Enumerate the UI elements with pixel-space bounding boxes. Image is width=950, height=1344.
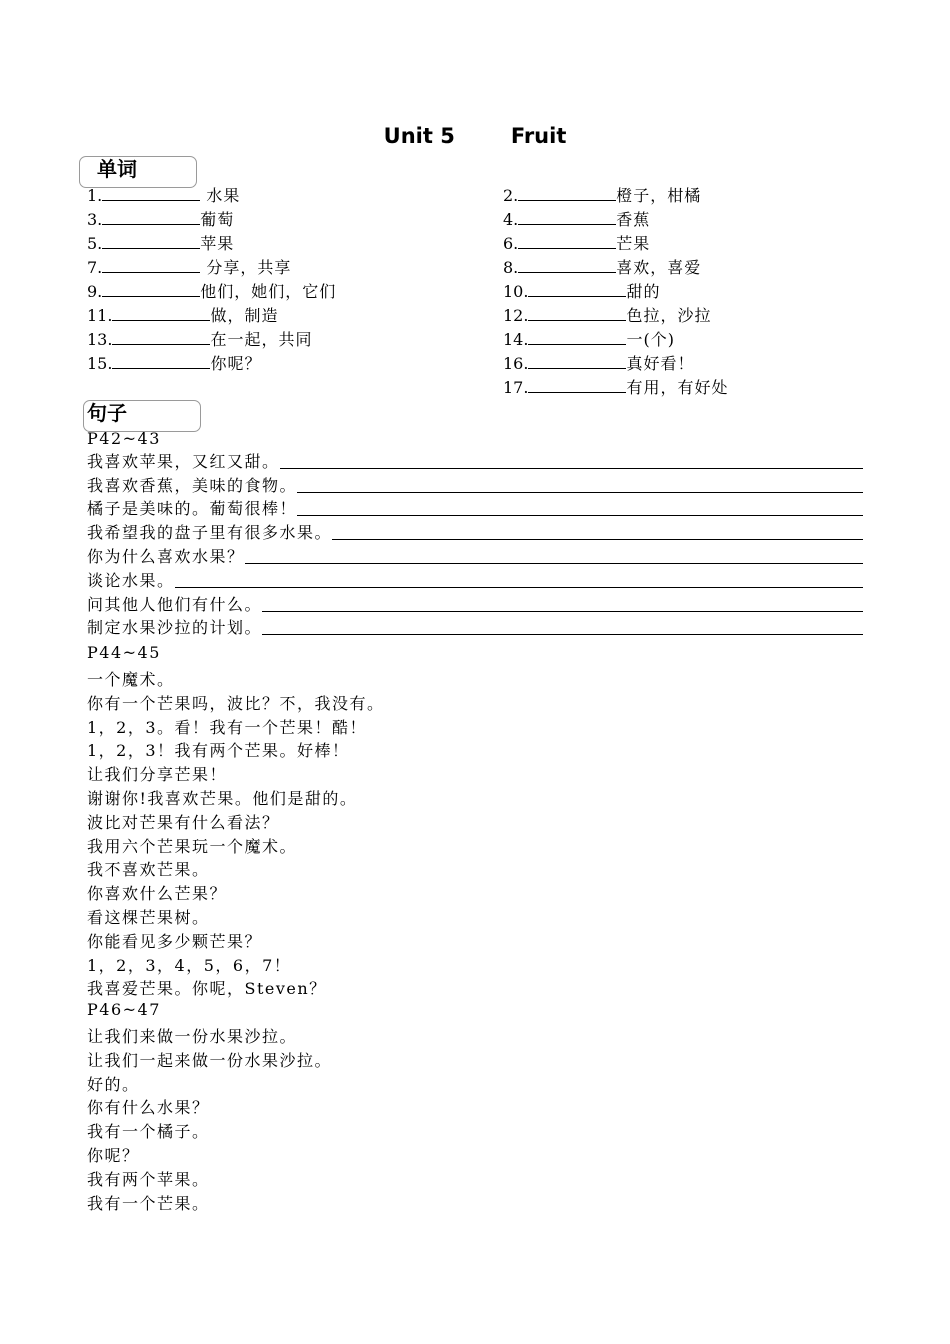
vocab-meaning: 真好看！ [626,354,695,373]
sentence [87,1072,140,1095]
unit-label: Unit 5 [383,124,455,148]
sentence [87,786,357,809]
vocab-meaning: 分享，共享 [200,258,292,277]
vocab-number: 8. [503,258,519,277]
sentence-with-blank [87,545,863,567]
translation-blank[interactable] [280,467,863,469]
answer-blank[interactable] [518,258,616,273]
vocab-meaning: 甜的 [626,282,661,301]
sentence-text: 我用六个芒果玩一个魔术。 [87,836,298,856]
sentence [87,834,297,857]
sentence [87,667,175,690]
page-range [87,429,161,448]
answer-blank[interactable] [112,354,210,369]
vocab-meaning: 芒果 [616,234,651,253]
translation-blank[interactable] [297,491,863,493]
sentence [87,691,385,714]
sentence-text: 让我们一起来做一份水果沙拉。 [87,1050,333,1070]
vocab-meaning: 做，制造 [210,306,279,325]
sentence [87,762,227,785]
sentence [87,1048,332,1071]
vocab-item [503,327,675,350]
page-range [87,643,161,662]
sentence-text: 你喜欢什么芒果？ [87,884,228,904]
vocab-meaning: 苹果 [200,234,235,253]
sentence [87,1143,140,1166]
translation-blank[interactable] [332,538,863,540]
vocab-meaning: 水果 [200,186,241,205]
answer-blank[interactable] [528,330,626,345]
sentence [87,929,262,952]
translation-blank[interactable] [297,514,863,516]
sentence-with-blank-text: 我喜欢苹果，又红又甜。 [87,451,280,471]
answer-blank[interactable] [102,210,200,225]
answer-blank[interactable] [112,306,210,321]
sentence-text: 我有一个芒果。 [87,1193,210,1213]
sentence [87,881,227,904]
vocab-meaning: 葡萄 [200,210,235,229]
sentence-text: 让我们分享芒果！ [87,765,228,785]
sentence-with-blank [87,497,863,519]
vocab-number: 13. [87,330,113,349]
sentence-heading-box [83,400,201,432]
sentence-text: 我喜爱芒果。你呢，Steven？ [87,979,327,999]
answer-blank[interactable] [102,282,200,297]
vocab-meaning: 橙子，柑橘 [616,186,702,205]
answer-blank[interactable] [518,210,616,225]
vocab-item [87,351,261,374]
sentence-with-blank-text: 问其他人他们有什么。 [87,594,263,614]
sentence-text: 一个魔术。 [87,670,175,689]
sentence-text: 我有两个苹果。 [87,1169,210,1189]
sentence-text: 你有什么水果？ [87,1098,210,1118]
vocab-meaning: 香蕉 [616,210,651,229]
sentence [87,905,210,928]
vocab-item [87,255,291,278]
vocab-number: 6. [503,234,519,253]
vocab-item [503,303,711,326]
sentence [87,1191,210,1214]
vocab-number: 17. [503,378,529,397]
vocab-item [503,279,660,302]
sentence [87,738,350,761]
sentence-text: 谢谢你!我喜欢芒果。他们是甜的。 [87,789,358,808]
vocab-number: 5. [87,234,103,253]
answer-blank[interactable] [528,282,626,297]
sentence-with-blank-text: 我希望我的盘子里有很多水果。 [87,523,333,543]
vocab-number: 9. [87,282,103,301]
answer-blank[interactable] [102,186,200,201]
sentence-with-blank-text: 我喜欢香蕉，美味的食物。 [87,475,298,495]
vocab-item [503,231,650,254]
page-title [0,124,950,148]
answer-blank[interactable] [102,258,200,273]
answer-blank[interactable] [518,234,616,249]
vocab-heading: 单词 [97,157,137,181]
sentence [87,1095,210,1118]
vocab-item [503,255,701,278]
vocab-number: 7. [87,258,103,277]
sentence-text: 1，2，3，4，5，6，7！ [87,955,292,975]
sentence [87,810,280,833]
sentence-text: 1，2，3！我有两个芒果。好棒！ [87,741,350,761]
sentence [87,953,291,976]
vocab-number: 15. [87,354,113,373]
answer-blank[interactable] [518,186,616,201]
sentence-text: 你有一个芒果吗，波比？不，我没有。 [87,693,385,713]
sentence-with-blank [87,450,863,472]
vocab-meaning: 喜欢，喜爱 [616,258,702,277]
sentence [87,715,367,738]
vocab-number: 16. [503,354,529,373]
sentence-text: 看这棵芒果树。 [87,908,210,927]
sentence-with-blank-text: 谈论水果。 [87,570,175,590]
sentence-text: 你能看见多少颗芒果？ [87,931,263,951]
sentence-with-blank [87,616,863,638]
sentence-with-blank [87,521,863,543]
sentence-text: 你呢？ [87,1146,140,1165]
sentence-text: 1，2，3。看！我有一个芒果！酷！ [87,717,368,737]
sentence-text: 让我们来做一份水果沙拉。 [87,1027,298,1046]
vocab-number: 10. [503,282,529,301]
answer-blank[interactable] [102,234,200,249]
vocab-meaning: 有用，有好处 [626,378,729,397]
sentence-with-blank [87,569,863,591]
sentence-text: 我有一个橘子。 [87,1122,210,1142]
vocab-item [87,279,336,302]
vocab-number: 3. [87,210,103,229]
sentence-heading: 句子 [87,401,127,425]
sentence [87,1167,210,1190]
sentence-text: 波比对芒果有什么看法？ [87,812,280,832]
vocab-item [87,303,278,326]
page-range-text: P44~45 [87,643,161,663]
sentence-text: 我不喜欢芒果。 [87,860,210,880]
sentence-with-blank-text: 制定水果沙拉的计划。 [87,618,263,638]
sentence [87,1024,297,1047]
answer-blank[interactable] [528,378,626,393]
vocab-item [503,351,694,374]
vocab-number: 4. [503,210,519,229]
vocab-number: 2. [503,186,519,205]
vocab-item [87,231,234,254]
vocab-number: 11. [87,306,113,325]
vocab-number: 12. [503,306,529,325]
vocab-meaning: 在一起，共同 [210,330,313,349]
vocab-item [87,207,234,230]
vocab-meaning: 你呢？ [210,354,262,373]
sentence [87,976,327,999]
translation-blank[interactable] [245,562,863,564]
vocab-meaning: 一(个) [626,330,675,349]
answer-blank[interactable] [528,354,626,369]
answer-blank[interactable] [528,306,626,321]
answer-blank[interactable] [112,330,210,345]
vocab-item [503,207,650,230]
page-range-text: P42~43 [87,429,161,448]
vocab-meaning: 色拉，沙拉 [626,306,712,325]
vocab-item [503,375,728,398]
vocab-meaning: 他们，她们，它们 [200,282,337,301]
translation-blank[interactable] [175,586,863,588]
topic-label: Fruit [510,124,567,148]
translation-blank[interactable] [262,633,863,635]
vocab-item [503,183,701,206]
vocab-number: 14. [503,330,529,349]
sentence-with-blank-text: 橘子是美味的。葡萄很棒！ [87,499,298,519]
translation-blank[interactable] [262,610,863,612]
page-range-text: P46~47 [87,1000,161,1020]
sentence [87,857,210,880]
vocab-item [87,327,312,350]
sentence-with-blank [87,474,863,496]
vocab-number: 1. [87,186,103,205]
page-range [87,1000,161,1019]
sentence [87,1119,210,1142]
sentence-text: 好的。 [87,1074,140,1094]
sentence-with-blank [87,593,863,615]
sentence-with-blank-text: 你为什么喜欢水果？ [87,547,245,566]
vocab-item [87,183,240,206]
